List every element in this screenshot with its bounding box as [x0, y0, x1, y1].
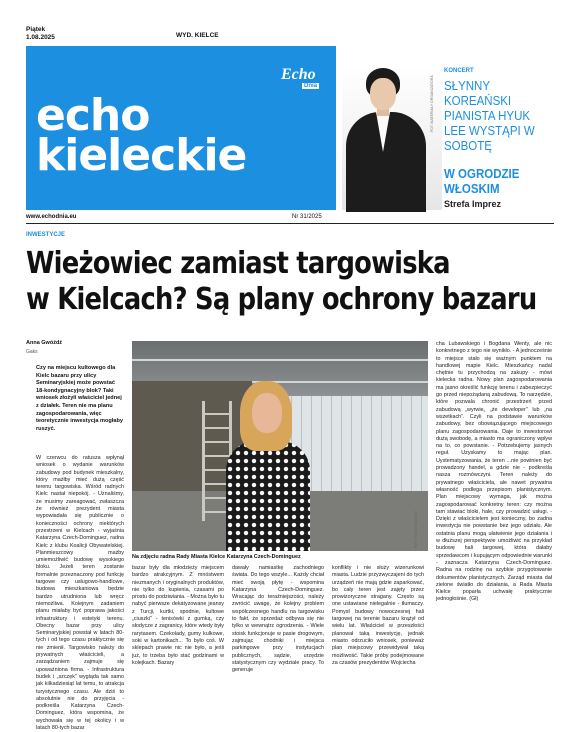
section-label: INWESTYCJE	[26, 232, 66, 238]
author-name: Anna Gwóźdź	[26, 340, 63, 346]
divider	[26, 223, 554, 224]
headline-line-1: Wieżowiec zamiast targowiska	[26, 246, 450, 281]
teaser-photo-credit: FOT. MATERIAŁY ORGANIZATORA	[430, 75, 434, 132]
teaser-emphasis[interactable]: W OGRODZIE WŁOSKIM	[444, 167, 520, 196]
teaser-headline[interactable]: SŁYNNY KOREAŃSKI PIANISTA HYUK LEE WYSTĄPI W SOBOTĘ	[444, 79, 535, 153]
article-column-3: dawały namiastkę zachodniego świata. Do tego wszyle... Każdy chciał mieć swoją płytę - wspomina Katarzyna Czech-Dominguez. Wracając do teraźniejszości, należy zwrócić uwagę, że kolejny problem współczesnego handlu na targowisku to fakt, że sprzedaż odbywa się nie tylko w wewnątrz ogrodzenia. - Wiele stoisk funkcjonuje w pasie drogowym, zajmując chodniki i miejsca parkingowe przy instytucjach publicznych, sądzie, urzędzie statystycznym czy wydziale pracy. To generuje	[232, 565, 324, 674]
date-label: 1.08.2025	[26, 33, 55, 41]
article-photo-credit: FOT. PAWEŁ MAŁECKI	[414, 511, 418, 548]
masthead	[26, 46, 336, 210]
date-block	[26, 26, 55, 41]
issue-number: Nr 31/2025	[292, 214, 322, 220]
article-column-1: W czerwcu do ratusza wpłynął wniosek o wydanie warunków zabudowy pod budynek mieszkalny, który mażłby mieć dużą część terenu targowiska. Wśród radnych Kielc nastał niepokój. - Uznaliśmy, że musimy zareagować, zwłaszcza że również prezydent miasta wypowiadała się publicznie o konieczności ochrony niektórych przestrzeni w Kielcach - wyjaśnia Katarzyna Czech-Dominguez, radna Kielc z klubu Koalicji Obywatelskiej. Planmieszcowy mażby umiemożliwić budowę wysokiego bloku. Jeżeli teren zostanie formalnie przeznaczony pod funkcję targowe czy usługowo-handlowe, budowa mieszkaniowa będzie bardzo utrudniona lub wręcz niemożliwa. Kolejnym zadaniem planu miałaby być poprawa jakości infrastruktury i estetyki terenu. Obecny bazar przy ulicy Seminaryjskiej powstał w latach 80-tych i od tego czasu praktycznie się nie zmienił. Targowisko należy do prywatnych właścicieli, a zarządzaniem zajmuje się upoważniona firma. - Infrastruktura budek i „szczęk” wygląda tak samo jak kilkadziesiąt lat temu, to atrakcja turystycznego czasu. Ale dziś to absolutnie nie do przyjęcia - podkreśla Katarzyna Czech-Dominguez, która wspomina, że wychowała się w tej okolicy i w latach 80-tych bazar	[36, 455, 124, 731]
article-photo	[132, 341, 428, 551]
author-role: Gaks	[26, 349, 38, 355]
article-column-2: bazar były dla młodzieży miejscem bardzo atrakcyjnym. Z mnóstwem niezmanych i oryginalnych produktów, nie tylko do kupienia, czasami po prostu do podziwiania. - Można było tu nabyć pierwsze dekatyzowane jeansy z Turcji, kurtki, spodnie, kultowe „ciuszki” - tenisówki z gumką, czy słodycze z zagranicy, które wtedy były rarytasem. Czekolady, gumy kulkowe, soki w kartonikach... To było coś. W sklepach prawie nic nie było, a jeśli już, to trzeba było stać godzinami w kolejkach. Bazary	[132, 565, 224, 666]
website-link[interactable]: www.echodnia.eu	[26, 214, 77, 220]
edition-label: WYD. KIELCE	[176, 32, 219, 39]
pianist-photo	[342, 66, 442, 210]
teaser-subtitle: Strefa Imprez	[444, 199, 502, 209]
title-line-2: kieleckie	[36, 130, 247, 181]
article-headline	[26, 246, 537, 318]
newspaper-title	[36, 90, 247, 181]
article-lead: Czy na miejscu kultowego dla Kielc bazaru przy ulicy Seminaryjskiej może powstać 18-kondygnacyjny blok? Taki wniosek złożyli właściciel jednej z działek. Teren nie ma planu zagospodarowania, więc teoretycznie inwestycja mogłaby ruszyć.	[36, 365, 124, 432]
teaser-label: KONCERT	[444, 68, 474, 74]
photo-caption: Na zdjęciu radna Rady Miasta Kielce Katarzyna Czech-Dominguez	[132, 554, 301, 560]
echo-dnia-logo-sub: Dnia	[304, 83, 318, 89]
echo-dnia-logo: Echo	[281, 66, 316, 83]
article-column-5: cha Lubawskiego i Bogdana Wenty, ale nic konkretnego z tego nie wynikło. - A jednocześnie to miejsce stało się ważnym punktem na handlowej mapie Kielc. Mieszkańcy nadal chętnie tu przychodzą na zakupy - mówi kielecka radna. Nowy plan zagospodarowania ma jasno określić funkcję terenu i zabezpieczyć go przed niepożądaną zabudową. To narzędzie, które pozwala chronić przestrzeń przed zabudową „wyrwie„ „że developer” lub „na wszetkach”. Czyli na podstawie warunków zabudowy, bez obowiązującego miejscowego planu zagospodarowania. Daje to inwestorowi dużą swobodę, a miasto ma ograniczony wpływ na to, co powstanie. - Potrzebujemy jasnych reguł. Uzyskamy to mając plan. Uystematyzowania, że teren ...nie powinien być prowadzony handel, a gdzie nie - podkreśla nasza rozmówczyni. Teren należy do prywatnego właściciela, ale nawet prywatna własność podlega przepisom planistycznym. Plan miejscowy wymaga, jak można zagospodarować konkretny teren: czy można tam stawiać bloki, hale, czy prowadzić usługi. - Dzięki z właścicielem jest konieczny, bo zadna inwestycja nie powstanie bez jego udziału. Ale ostatnia planu mogą ułatwienie jego działania i w dłuższej perspektywie umożliwić na przykład budowę hali targowej, która dałaby sprzedawcom i kupującym odpowiednie warunki - zaznacza Katarzyna Czech-Dominguez. Radna na rodzinę na szybkie przygotowanie dokumentów planistycznych. Zarząd miasta dał zielone światło do działania, a Rada Miasta Kielce poparła uchwałę praktycznie jednogłośnie. (Gł)	[436, 341, 552, 603]
article-column-4: konflikty i nie służy wizerunkowi miasta. Ludzie przyzwyczajeni do tych urządzeń nie mają gdzie zaparkować, bo cały teren jest zajęty przez prowizoryczne stragany. Często są one ustawiane nielegalnie - tłumaczy. Pomysł budowy nowoczesnej hali targowej na terenie bazaru krążył od wielu lat. Właściciel w przeszłości planował taką inwestycję, jednak miasto odrzuciło wniosek, ponieważ plan miejscowy przewidywał taką możliwość. Takie próby podejmowane za czasów prezydentów Wojciecha	[332, 565, 424, 666]
day-label: Piątek	[26, 26, 46, 33]
headline-line-2: w Kielcach? Są plany ochrony bazaru	[26, 282, 537, 317]
title-line-1: echo	[36, 90, 150, 141]
